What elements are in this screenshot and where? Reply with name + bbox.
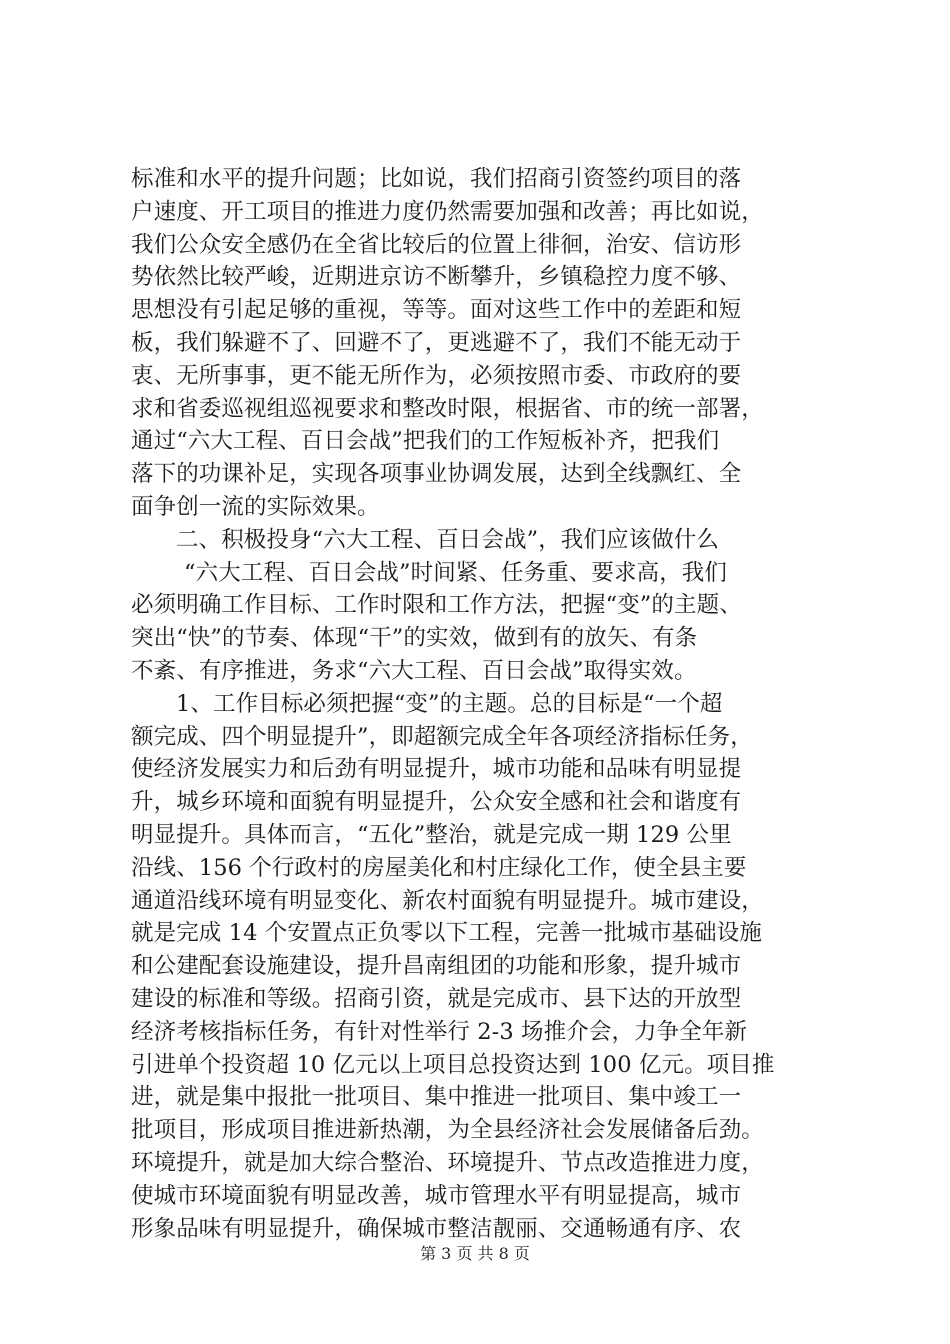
paragraph-line: 落下的功课补足，实现各项事业协调发展，达到全线飘红、全	[131, 461, 742, 488]
paragraph-line: 求和省委巡视组巡视要求和整改时限，根据省、市的统一部署，	[131, 395, 764, 422]
paragraph-line: 1、工作目标必须把握“变”的主题。总的目标是“一个超	[176, 690, 723, 717]
paragraph-line: 和公建配套设施建设，提升昌南组团的功能和形象，提升城市	[131, 953, 742, 980]
paragraph-line: 标准和水平的提升问题；比如说，我们招商引资签约项目的落	[131, 166, 742, 192]
paragraph-line: 建设的标准和等级。招商引资，就是完成市、县下达的开放型	[131, 985, 742, 1012]
paragraph-line: 衷、无所事事，更不能无所作为，必须按照市委、市政府的要	[131, 362, 742, 389]
paragraph-line: 思想没有引起足够的重视，等等。面对这些工作中的差距和短	[131, 297, 742, 324]
paragraph-line: 突出“快”的节奏、体现“干”的实效，做到有的放矢、有条	[131, 625, 698, 652]
paragraph-line: 环境提升，就是加大综合整治、环境提升、节点改造推进力度，	[131, 1149, 764, 1176]
paragraph-line: 批项目，形成项目推进新热潮，为全县经济社会发展储备后劲。	[131, 1117, 764, 1144]
paragraph-line: 面争创一流的实际效果。	[131, 493, 380, 520]
paragraph-line: 就是完成 14 个安置点正负零以下工程，完善一批城市基础设施	[131, 920, 762, 947]
paragraph-line: 经济考核指标任务，有针对性举行 2-3 场推介会，力争全年新	[131, 1018, 748, 1045]
paragraph-line: 进，就是集中报批一批项目、集中推进一批项目、集中竣工一	[131, 1084, 742, 1111]
section-heading: 二、积极投身“六大工程、百日会战”，我们应该做什么	[176, 526, 720, 553]
paragraph-line: 通过“六大工程、百日会战”把我们的工作短板补齐，把我们	[131, 428, 720, 455]
paragraph-line: 户速度、开工项目的推进力度仍然需要加强和改善；再比如说，	[131, 198, 764, 225]
paragraph-line: 板，我们躲避不了、回避不了，更逃避不了，我们不能无动于	[131, 329, 742, 356]
page-number-footer: 第 3 页 共 8 页	[420, 1244, 530, 1263]
paragraph-line: 额完成、四个明显提升”，即超额完成全年各项经济指标任务，	[131, 723, 753, 750]
paragraph-line: 必须明确工作目标、工作时限和工作方法，把握“变”的主题、	[131, 592, 742, 619]
document-body	[131, 163, 831, 1245]
paragraph-line: “六大工程、百日会战”时间紧、任务重、要求高，我们	[184, 559, 728, 586]
paragraph-line: 势依然比较严峻，近期进京访不断攀升，乡镇稳控力度不够、	[131, 264, 742, 291]
paragraph-line: 使经济发展实力和后劲有明显提升，城市功能和品味有明显提	[131, 756, 742, 783]
paragraph-line: 通道沿线环境有明显变化、新农村面貌有明显提升。城市建设，	[131, 887, 764, 914]
paragraph-line: 沿线、156 个行政村的房屋美化和村庄绿化工作，使全县主要	[131, 854, 747, 881]
paragraph-line: 不紊、有序推进，务求“六大工程、百日会战”取得实效。	[131, 657, 697, 684]
paragraph-line: 明显提升。具体而言，“五化”整治，就是完成一期 129 公里	[131, 821, 732, 848]
paragraph-line: 使城市环境面貌有明显改善，城市管理水平有明显提高，城市	[131, 1182, 742, 1209]
paragraph-line: 引进单个投资超 10 亿元以上项目总投资达到 100 亿元。项目推	[131, 1051, 775, 1078]
paragraph-line: 我们公众安全感仍在全省比较后的位置上徘徊，治安、信访形	[131, 231, 742, 258]
paragraph-line: 形象品味有明显提升，确保城市整洁靓丽、交通畅通有序、农	[131, 1215, 742, 1242]
paragraph-line: 升，城乡环境和面貌有明显提升，公众安全感和社会和谐度有	[131, 789, 742, 816]
